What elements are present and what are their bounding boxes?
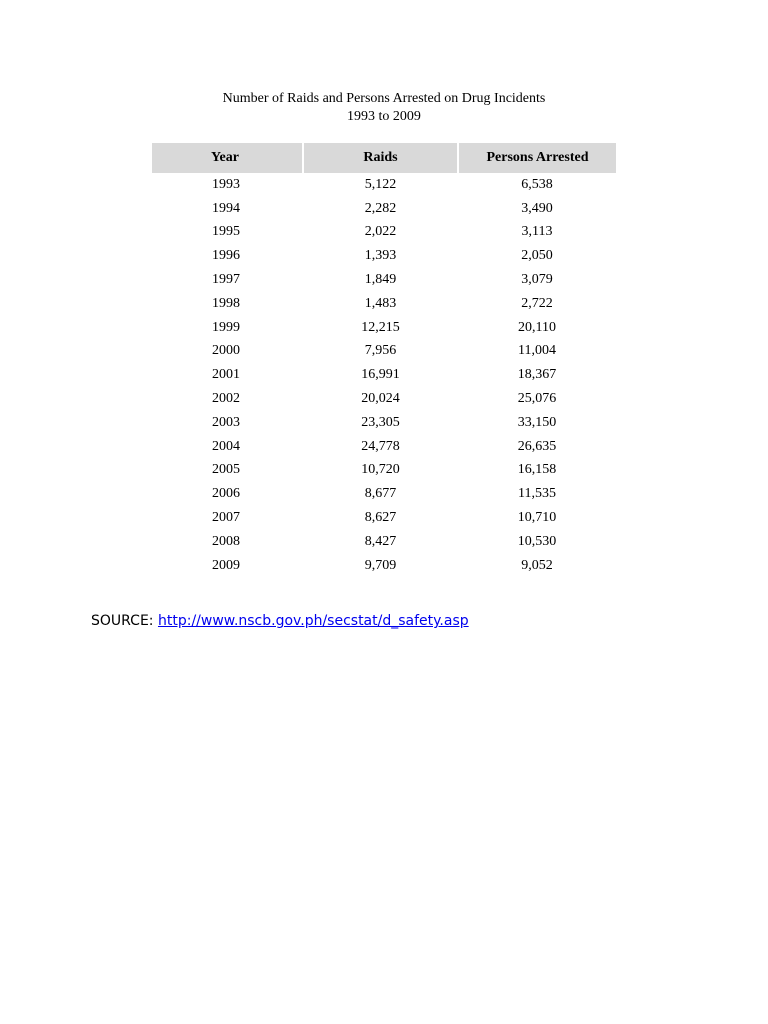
cell-year: 2007: [212, 510, 240, 526]
data-table-container: [152, 143, 616, 578]
table-body: [152, 173, 616, 578]
raids-arrests-table: [152, 143, 616, 578]
cell-persons-arrested: 10,530: [517, 533, 557, 549]
cell-raids: 8,427: [364, 533, 397, 549]
cell-year: 1996: [212, 248, 240, 264]
cell-raids: 5,122: [364, 176, 397, 192]
cell-persons-arrested: 25,076: [517, 391, 557, 407]
source-label: SOURCE:: [91, 613, 154, 629]
cell-persons-arrested: 33,150: [517, 414, 557, 430]
cell-persons-arrested: 6,538: [521, 176, 553, 192]
cell-raids: 24,778: [361, 438, 400, 454]
table-row: [152, 459, 616, 483]
cell-persons-arrested: 20,110: [518, 319, 556, 335]
cell-raids: 16,991: [361, 367, 400, 383]
table-row: [152, 411, 616, 435]
cell-persons-arrested: 10,710: [517, 510, 557, 526]
cell-persons-arrested: 11,004: [518, 343, 556, 359]
cell-year: 2009: [212, 557, 240, 573]
table-row: [152, 363, 616, 387]
cell-year: 1999: [212, 319, 240, 335]
table-row: [152, 435, 616, 459]
cell-persons-arrested: 2,722: [521, 295, 553, 311]
table-row: [152, 506, 616, 530]
table-row: [152, 340, 616, 364]
cell-year: 2002: [212, 391, 240, 407]
table-row: [152, 244, 616, 268]
cell-persons-arrested: 3,079: [521, 272, 553, 288]
cell-year: 2008: [212, 533, 240, 549]
source-line: [91, 612, 469, 630]
cell-raids: 1,849: [364, 272, 397, 288]
cell-year: 1994: [212, 200, 240, 216]
cell-year: 1998: [212, 295, 240, 311]
cell-persons-arrested: 16,158: [517, 462, 557, 478]
cell-year: 1993: [212, 176, 240, 192]
cell-raids: 8,627: [364, 510, 397, 526]
cell-persons-arrested: 11,535: [518, 486, 556, 502]
cell-year: 2005: [212, 462, 240, 478]
column-header-persons-arrested: Persons Arrested: [458, 143, 616, 173]
header-row: [152, 143, 616, 173]
table-header: [152, 143, 616, 173]
column-header-raids: Raids: [303, 143, 458, 173]
cell-raids: 9,709: [364, 557, 397, 573]
table-row: [152, 268, 616, 292]
cell-year: 2000: [212, 343, 240, 359]
table-row: [152, 530, 616, 554]
title-line-1: Number of Raids and Persons Arrested on Drug Incidents: [222, 91, 546, 106]
cell-raids: 2,282: [364, 200, 397, 216]
cell-raids: 20,024: [361, 391, 400, 407]
document-title: [0, 90, 768, 126]
cell-year: 2001: [212, 367, 240, 383]
cell-raids: 8,677: [364, 486, 397, 502]
cell-year: 2004: [212, 438, 240, 454]
cell-persons-arrested: 3,490: [521, 200, 553, 216]
table-row: [152, 387, 616, 411]
cell-year: 1997: [212, 272, 240, 288]
source-link[interactable]: http://www.nscb.gov.ph/secstat/d_safety.asp: [157, 613, 469, 629]
cell-persons-arrested: 9,052: [521, 557, 553, 573]
cell-raids: 2,022: [364, 224, 397, 240]
cell-raids: 12,215: [361, 319, 400, 335]
cell-persons-arrested: 26,635: [517, 438, 557, 454]
table-row: [152, 221, 616, 245]
table-row: [152, 292, 616, 316]
column-header-year: Year: [152, 143, 303, 173]
cell-persons-arrested: 18,367: [517, 367, 557, 383]
table-row: [152, 197, 616, 221]
cell-persons-arrested: 2,050: [521, 248, 553, 264]
cell-raids: 23,305: [361, 414, 400, 430]
cell-raids: 7,956: [364, 343, 397, 359]
cell-year: 1995: [212, 224, 240, 240]
table-row: [152, 173, 616, 197]
cell-raids: 1,393: [364, 248, 397, 264]
cell-raids: 10,720: [361, 462, 400, 478]
cell-year: 2003: [212, 414, 240, 430]
cell-persons-arrested: 3,113: [521, 224, 553, 240]
table-row: [152, 554, 616, 578]
title-line-2: 1993 to 2009: [347, 109, 421, 124]
cell-year: 2006: [212, 486, 240, 502]
cell-raids: 1,483: [364, 295, 397, 311]
table-row: [152, 316, 616, 340]
table-row: [152, 482, 616, 506]
